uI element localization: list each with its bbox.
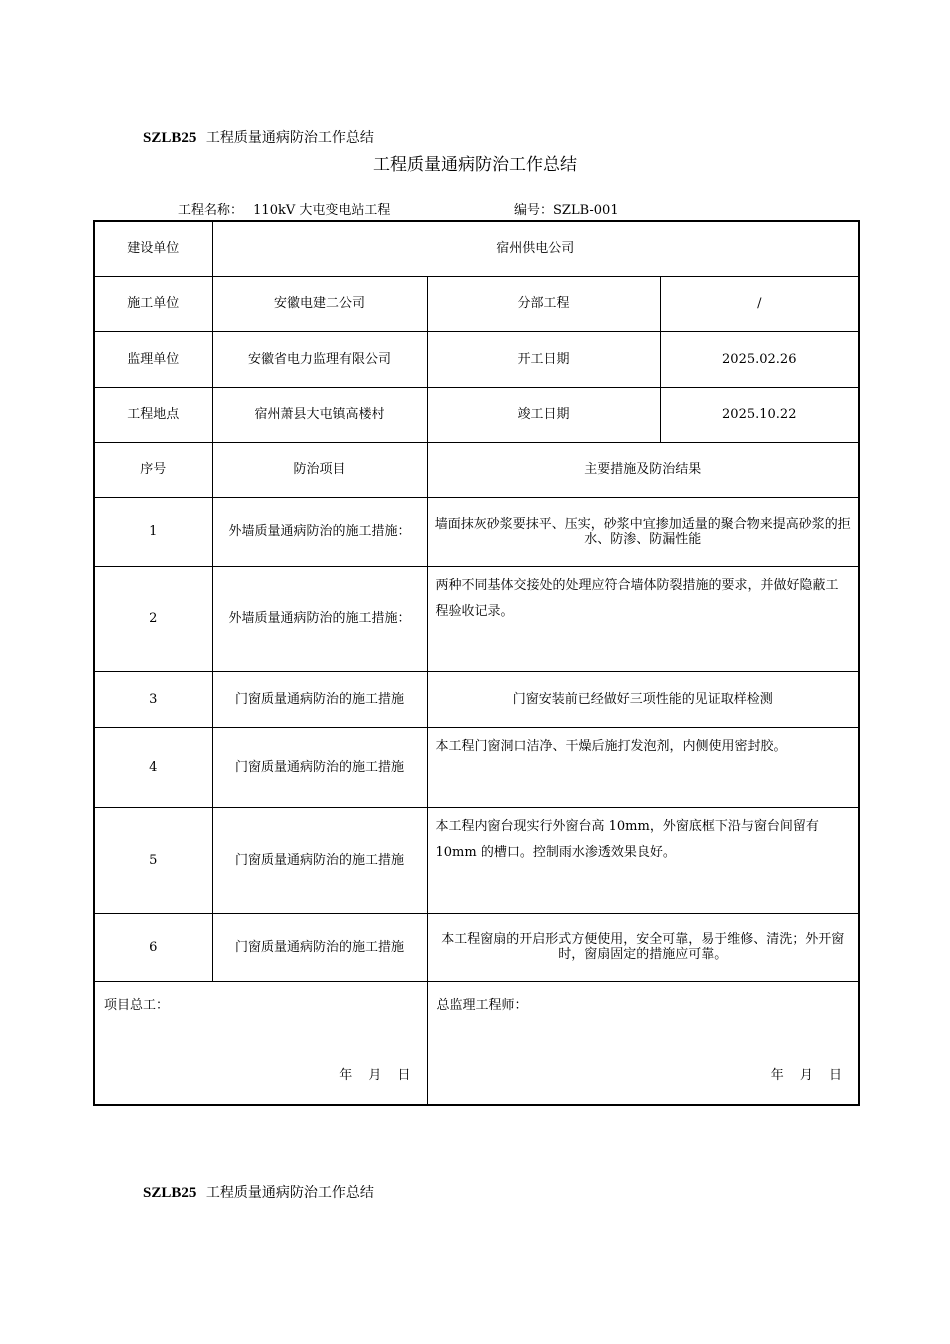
site-value: 宿州萧县大屯镇高楼村 (212, 387, 427, 442)
table-row (94, 913, 859, 981)
page-title: 工程质量通病防治工作总结 (373, 155, 577, 175)
footer-code-title-text: 工程质量通病防治工作总结 (205, 1185, 374, 1201)
build-unit-value: 宿州供电公司 (212, 221, 859, 276)
summary-table (93, 220, 860, 1106)
row-seq: 1 (94, 497, 212, 566)
form-number-line (514, 199, 619, 218)
row-item: 门窗质量通病防治的施工措施 (212, 727, 427, 807)
chief-supervisor-label: 总监理工程师： (436, 997, 528, 1013)
row-result: 本工程内窗台现实行外窗台高 10mm，外窗底框下沿与窗台间留有 10mm 的槽口。控制雨水渗透效果良好。 (427, 807, 859, 913)
row-item: 门窗质量通病防治的施工措施 (212, 913, 427, 981)
construct-unit-label: 施工单位 (94, 276, 212, 331)
footer-code-title (143, 1182, 374, 1202)
end-date-label: 竣工日期 (427, 387, 660, 442)
build-unit-label: 建设单位 (94, 221, 212, 276)
chief-engineer-signature-cell (94, 981, 427, 1105)
row-result: 本工程窗扇的开启形式方便使用，安全可靠，易于维修、清洗；外开窗时，窗扇固定的措施应可靠。 (427, 913, 859, 981)
form-number-label: 编号： (514, 203, 554, 218)
column-header-item: 防治项目 (212, 442, 427, 497)
column-header-result: 主要措施及防治结果 (427, 442, 859, 497)
table-row (94, 497, 859, 566)
form-code-title (143, 127, 374, 147)
site-row (94, 387, 859, 442)
table-row (94, 727, 859, 807)
sub-project-value: / (660, 276, 859, 331)
row-result: 门窗安装前已经做好三项性能的见证取样检测 (427, 671, 859, 727)
project-name-line (178, 199, 390, 218)
chief-supervisor-signature-cell (427, 981, 859, 1105)
supervise-unit-label: 监理单位 (94, 331, 212, 387)
sub-project-label: 分部工程 (427, 276, 660, 331)
row-item: 外墙质量通病防治的施工措施： (212, 497, 427, 566)
form-code-title-text: 工程质量通病防治工作总结 (205, 130, 374, 146)
table-row (94, 807, 859, 913)
project-name-value: 110kV 大屯变电站工程 (253, 203, 391, 218)
footer-code: SZLB25 (143, 1185, 197, 1201)
row-item: 外墙质量通病防治的施工措施： (212, 566, 427, 671)
end-date-value: 2025.10.22 (660, 387, 859, 442)
row-result: 本工程门窗洞口洁净、干燥后施打发泡剂，内侧使用密封胶。 (427, 727, 859, 807)
signature-row (94, 981, 859, 1105)
column-header-row (94, 442, 859, 497)
start-date-value: 2025.02.26 (660, 331, 859, 387)
row-seq: 5 (94, 807, 212, 913)
supervise-unit-value: 安徽省电力监理有限公司 (212, 331, 427, 387)
build-unit-row (94, 221, 859, 276)
form-number-value: SZLB-001 (553, 203, 619, 218)
project-name-label: 工程名称： (178, 203, 244, 218)
supervise-unit-row (94, 331, 859, 387)
construct-unit-value: 安徽电建二公司 (212, 276, 427, 331)
row-item: 门窗质量通病防治的施工措施 (212, 807, 427, 913)
start-date-label: 开工日期 (427, 331, 660, 387)
column-header-seq: 序号 (94, 442, 212, 497)
table-row (94, 566, 859, 671)
row-item: 门窗质量通病防治的施工措施 (212, 671, 427, 727)
row-result: 墙面抹灰砂浆要抹平、压实，砂浆中宜掺加适量的聚合物来提高砂浆的拒水、防渗、防漏性能 (427, 497, 859, 566)
chief-engineer-date: 年 月 日 (339, 1067, 417, 1083)
chief-engineer-label: 项目总工： (104, 997, 170, 1013)
table-row (94, 671, 859, 727)
row-seq: 2 (94, 566, 212, 671)
site-label: 工程地点 (94, 387, 212, 442)
row-seq: 4 (94, 727, 212, 807)
row-result: 两种不同基体交接处的处理应符合墙体防裂措施的要求，并做好隐蔽工程验收记录。 (427, 566, 859, 671)
chief-supervisor-date: 年 月 日 (770, 1067, 849, 1083)
construct-unit-row (94, 276, 859, 331)
row-seq: 6 (94, 913, 212, 981)
form-code: SZLB25 (143, 130, 197, 146)
row-seq: 3 (94, 671, 212, 727)
